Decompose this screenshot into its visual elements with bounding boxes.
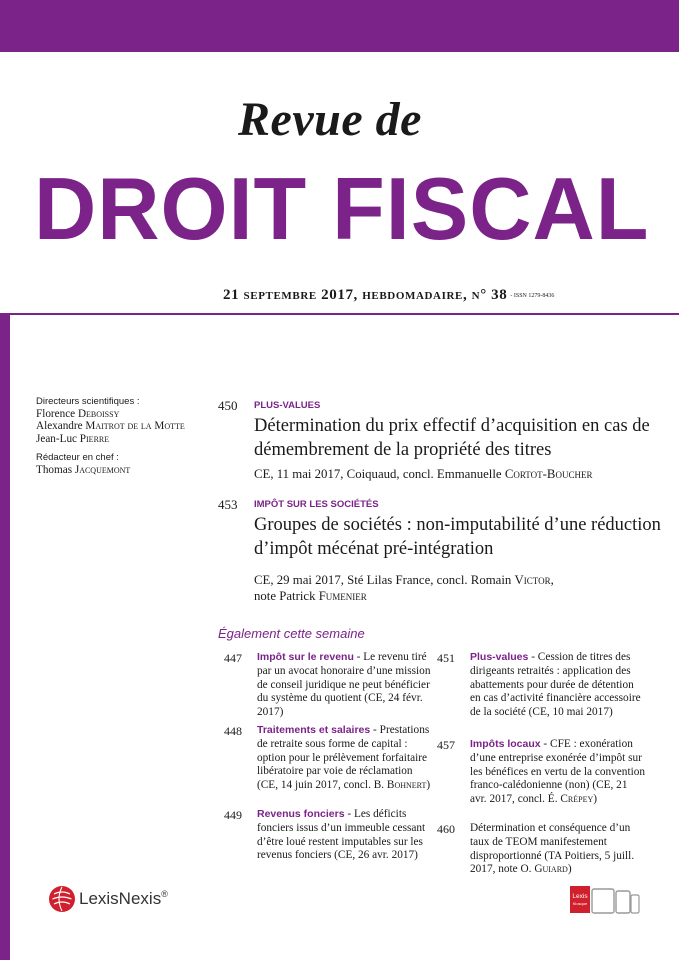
item-number: 447	[224, 651, 242, 665]
article-title: Groupes de sociétés : non-imputabilité d’une réduction d’impôt mécénat pré-intégration	[254, 515, 661, 559]
badge-text: Lexis	[572, 893, 588, 900]
lead-article[interactable]	[218, 497, 661, 607]
item-text: Impôts locaux - CFE : exonération d’une entreprise exonérée d’impôt sur les bénéfices en vertu de la convention franco-calédonienne (non) (CE, 21 avr. 2017, concl. É. Crépey)	[470, 738, 646, 806]
scientific-directors-label: Directeurs scientifiques :	[36, 396, 140, 407]
lexisnexis-logo	[48, 885, 188, 915]
director-name: Jean-Luc Pierre	[36, 432, 110, 445]
digital-devices-badge	[570, 885, 640, 915]
logo-text: LexisNexis	[79, 889, 162, 908]
masthead-title-top: Revue de	[238, 93, 422, 146]
editor-in-chief-name: Thomas Jacquemont	[36, 464, 131, 477]
article-reference: CE, 29 mai 2017, Sté Lilas France, concl. Romain Victor, note Patrick Fumenier	[254, 573, 554, 603]
editor-in-chief-label: Rédacteur en chef :	[36, 451, 119, 463]
director-name: Alexandre Maitrot de la Motte	[36, 420, 185, 433]
item-text: Plus-values - Cession de titres des dirigeants retraités : application des abattements pour durée de détention en cas d’activité financière accessoire de la société (CE, 10 mai 2017)	[470, 651, 641, 719]
item-text: Détermination et conséquence d’un taux de TEOM manifestement disproportionné (TA Poitiers, 5 juill. 2017, note O. Guiard)	[470, 822, 635, 876]
item-number: 457	[437, 738, 455, 752]
masthead-rule	[10, 313, 679, 315]
lexisnexis-globe-icon	[48, 885, 76, 913]
item-number: 460	[437, 822, 455, 836]
item-number: 449	[224, 808, 242, 822]
editorial-board	[36, 396, 185, 476]
lead-article[interactable]	[218, 398, 658, 488]
item-text: Impôt sur le revenu - Le revenu tiré par un avocat honoraire d’une mission de conseil juridique ne peut bénéficier du système du quotient (CE, 24 févr. 2017)	[257, 651, 431, 719]
masthead-title-main: DROIT FISCAL	[34, 159, 650, 258]
top-color-band	[0, 0, 679, 52]
director-name: Florence Deboissy	[36, 408, 120, 421]
article-category: IMPÔT SUR LES SOCIÉTÉS	[254, 499, 379, 510]
item-number: 451	[437, 651, 455, 665]
issue-line	[223, 287, 554, 304]
article-reference: CE, 11 mai 2017, Coiquaud, concl. Emmanuelle Cortot-Boucher	[254, 467, 593, 481]
logo-registered-mark: ®	[161, 889, 168, 899]
item-number: 448	[224, 724, 242, 738]
badge-subtext: Kiosque	[572, 901, 588, 906]
article-number: 453	[218, 497, 238, 512]
item-text: Traitements et salaires - Prestations de retraite sous forme de capital : option pour le prélèvement forfaitaire libératoire par voie de réclamation (CE, 14 juin 2017, concl. B. Bohnert)	[257, 724, 431, 792]
item-text: Revenus fonciers - Les déficits fonciers issus d’un immeuble cessant d’être loué restent imputables sur les revenus fonciers (CE, 26 avr. 2017)	[257, 808, 426, 862]
article-category: PLUS-VALUES	[254, 400, 321, 411]
issue-date-number: 21 septembre 2017, hebdomadaire, n° 38	[223, 287, 508, 303]
issn: - ISSN 1279-8436	[510, 292, 555, 299]
left-color-band	[0, 313, 10, 960]
also-this-week-heading: Également cette semaine	[218, 626, 365, 641]
article-title: Détermination du prix effectif d’acquisition en cas de démembrement de la propriété des titres	[254, 416, 650, 460]
article-number: 450	[218, 398, 238, 413]
